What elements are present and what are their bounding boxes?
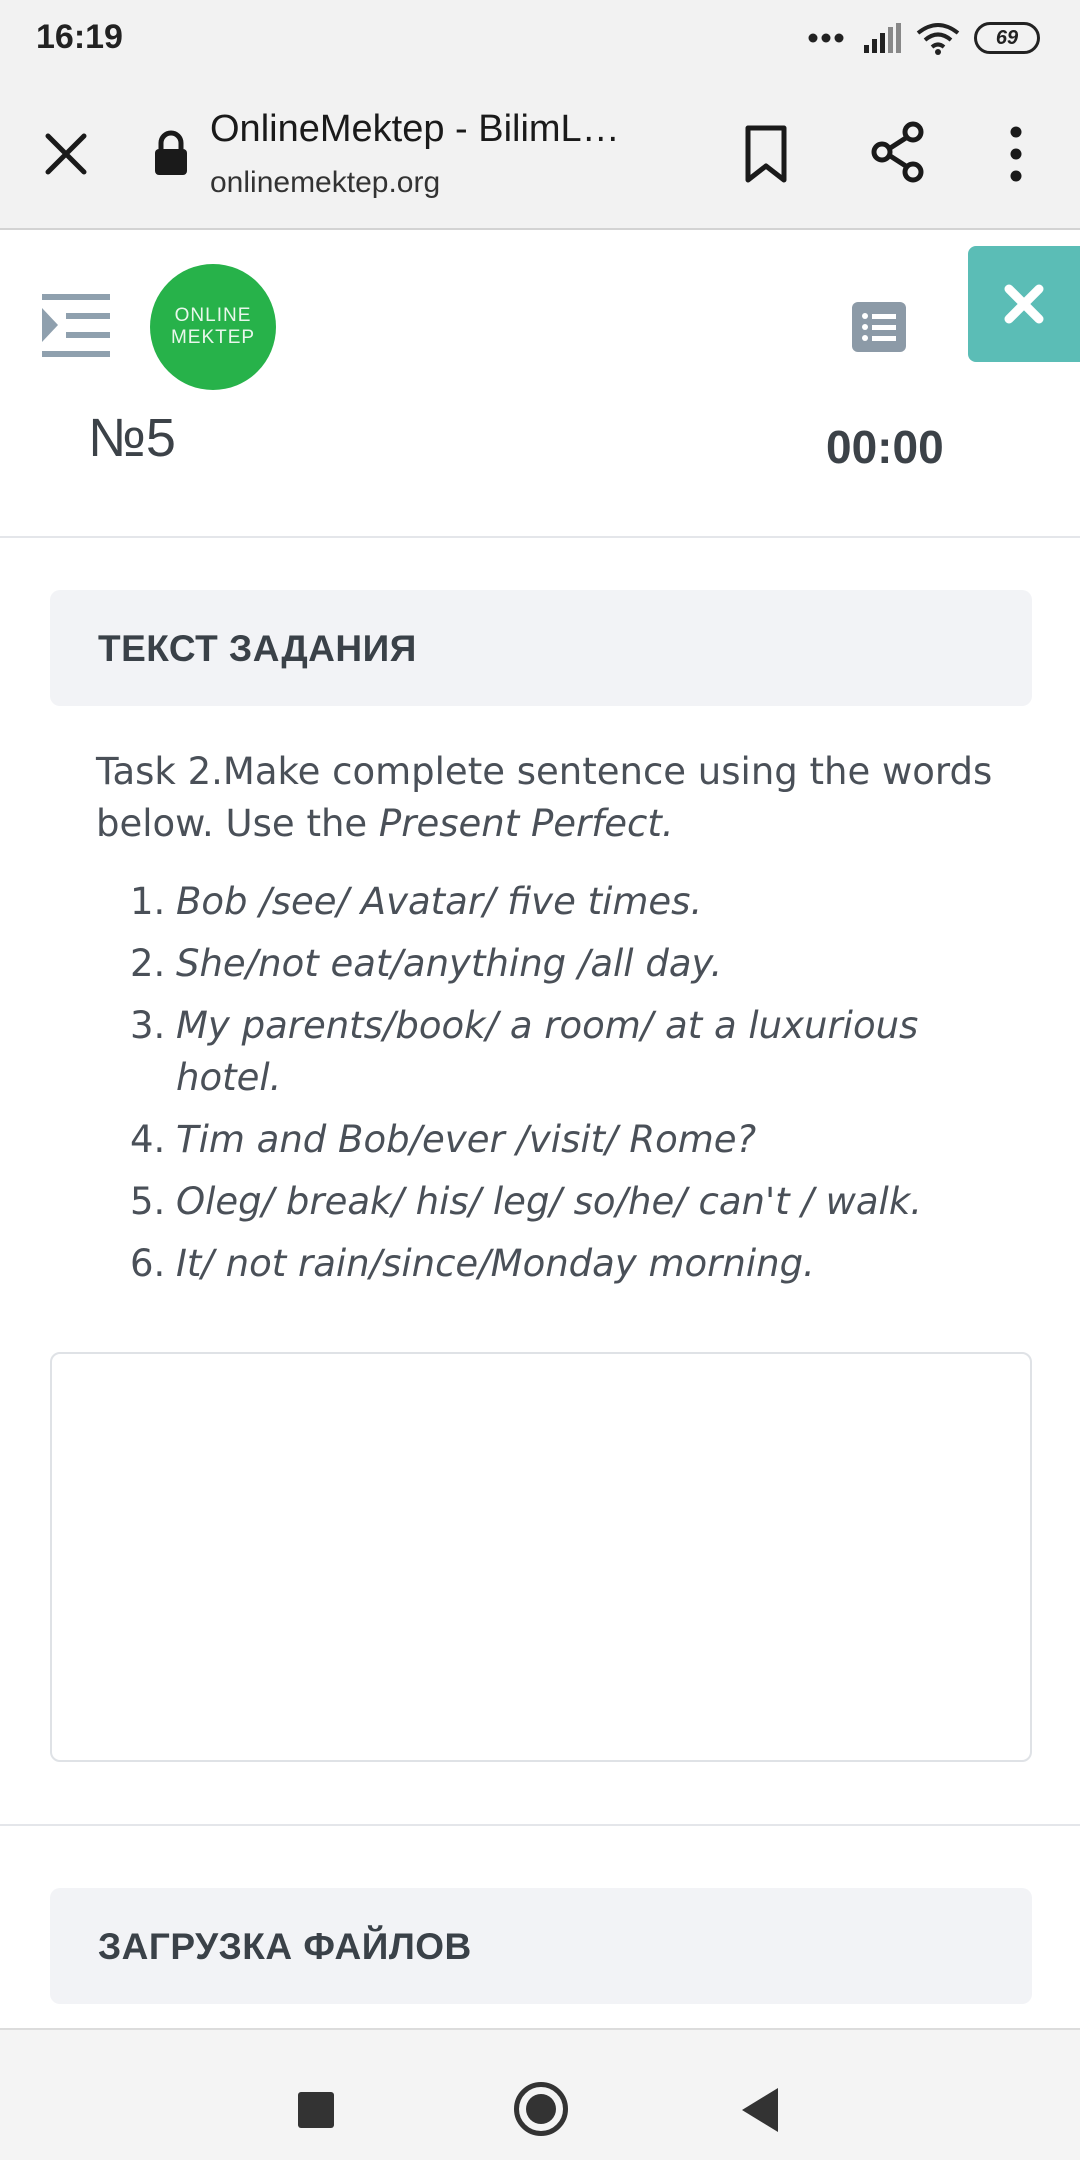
item-text: She/not eat/anything /all day. [176, 942, 723, 985]
list-item [130, 876, 1010, 928]
logo[interactable] [150, 264, 276, 390]
item-text: Bob /see/ Avatar/ five times. [176, 880, 703, 923]
close-icon [1001, 281, 1047, 327]
battery-indicator: 69 [974, 22, 1040, 54]
item-text: It/ not rain/since/Monday morning. [176, 1242, 815, 1285]
browser-page-title: OnlineMektep - BilimL… [210, 108, 620, 150]
item-number: 2. [130, 942, 166, 985]
section-divider [0, 1824, 1080, 1826]
item-number: 4. [130, 1118, 166, 1161]
status-bar [0, 0, 1080, 76]
list-item [130, 1000, 1010, 1104]
wifi-icon [916, 21, 960, 55]
file-upload-heading [50, 1888, 1032, 2004]
list-item [130, 1114, 1010, 1166]
share-icon[interactable] [868, 120, 928, 184]
sidebar-toggle-icon[interactable] [42, 294, 110, 358]
item-number: 6. [130, 1242, 166, 1285]
list-item [130, 938, 1010, 990]
answer-textarea[interactable] [50, 1352, 1032, 1762]
status-time: 16:19 [36, 18, 123, 56]
task-intro [96, 746, 1016, 850]
section-title: ТЕКСТ ЗАДАНИЯ [98, 628, 417, 669]
logo-text-line2: MEKTEP [170, 327, 256, 348]
close-test-button[interactable] [968, 246, 1080, 362]
item-number: 3. [130, 1004, 166, 1047]
task-items-list [130, 876, 1010, 1300]
item-number: 1. [130, 880, 166, 923]
task-intro-text: Task 2.Make complete sentence using the words below. Use the [96, 750, 993, 845]
recent-apps-button[interactable] [298, 2092, 334, 2128]
task-text-heading [50, 590, 1032, 706]
cellular-signal-icon [862, 23, 902, 53]
task-intro-emphasis: Present Perfect. [378, 802, 674, 845]
task-number: №5 [88, 408, 176, 458]
logo-text-line1: ONLINE [174, 305, 252, 326]
list-item [130, 1238, 1010, 1290]
close-icon[interactable] [38, 126, 94, 182]
browser-url[interactable]: onlinemektep.org [210, 166, 441, 199]
list-item [130, 1176, 1010, 1228]
home-button[interactable] [514, 2082, 568, 2136]
system-nav-bar [0, 2028, 1080, 2160]
browser-toolbar [0, 76, 1080, 230]
bookmark-icon[interactable] [740, 124, 792, 184]
item-text: My parents/book/ a room/ at a luxurious hotel. [176, 1004, 919, 1099]
item-text: Oleg/ break/ his/ leg/ so/he/ can't / walk. [176, 1180, 923, 1223]
item-number: 5. [130, 1180, 166, 1223]
list-icon[interactable] [852, 302, 906, 352]
timer: 00:00 [826, 421, 944, 473]
status-indicators [808, 20, 1040, 56]
back-button[interactable] [742, 2088, 778, 2132]
more-options-icon[interactable] [1002, 124, 1030, 184]
item-text: Tim and Bob/ever /visit/ Rome? [176, 1118, 757, 1161]
section-title: ЗАГРУЗКА ФАЙЛОВ [98, 1926, 472, 1967]
signal-dots-icon [808, 32, 848, 44]
page-header [0, 232, 1080, 538]
lock-icon [152, 130, 190, 176]
